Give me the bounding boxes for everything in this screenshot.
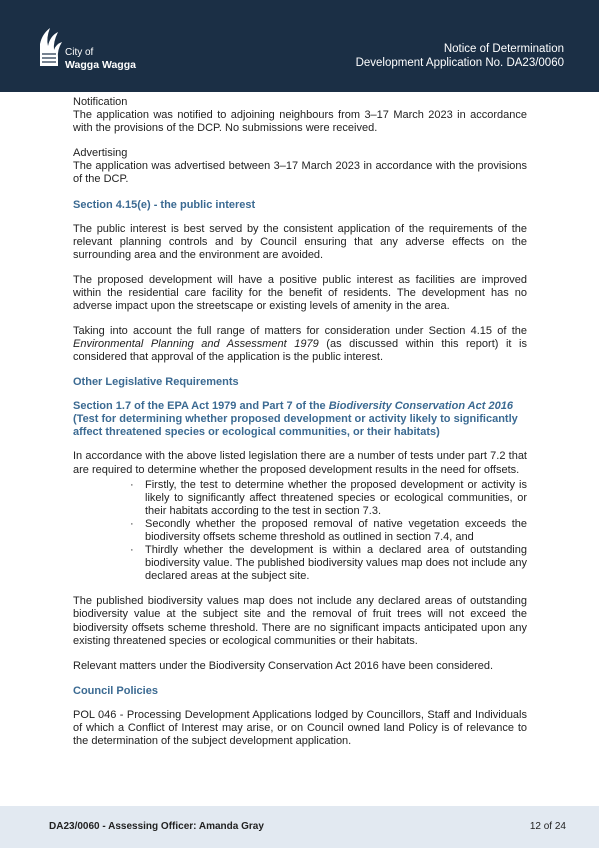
public-interest-paragraph-3 xyxy=(73,325,527,364)
document-title-line-2: Development Application No. DA23/0060 xyxy=(355,57,564,69)
logo-text xyxy=(65,47,136,71)
list-item xyxy=(130,478,527,518)
council-policies-heading: Council Policies xyxy=(73,684,158,697)
epa-section-heading xyxy=(73,400,527,439)
document-title-line-1: Notice of Determination xyxy=(443,43,564,55)
p3-before: Taking into account the full range of matters for consideration under Section 4.15 of the xyxy=(73,325,527,338)
logo-mark-icon xyxy=(36,26,64,70)
document-title xyxy=(356,42,564,70)
tests-list xyxy=(73,479,527,584)
logo-line-1: City of xyxy=(65,47,94,58)
advertising-text: The application was advertised between 3–17 March 2023 in accordance with the provisions of the DCP. xyxy=(73,160,527,186)
bullet-icon: · xyxy=(130,517,134,530)
list-item-text: Firstly, the test to determine whether the proposed development or activity is likely to significantly affect threatened species or ecological communities, or their habitats according to the test in section 7.3. xyxy=(145,478,527,517)
notification-text: The application was notified to adjoining neighbours from 3–17 March 2023 in accordance with the provisions of the DCP. No submissions were received. xyxy=(73,109,527,135)
page-footer xyxy=(0,806,599,848)
page-header xyxy=(0,0,599,92)
list-item-text: Secondly whether the proposed removal of native vegetation exceeds the biodiversity offsets scheme threshold as outlined in section 7.4, and xyxy=(145,517,527,543)
epa-intro: In accordance with the above listed legislation there are a number of tests under part 7.2 that are required to determine whether the proposed development results in the need for offsets. xyxy=(73,450,527,476)
epa-heading-after: (Test for determining whether proposed development or activity likely to significantly affect threatened species or ecological communities, or their habitats) xyxy=(73,413,518,439)
epa-heading-before: Section 1.7 of the EPA Act 1979 and Part 7 of the xyxy=(73,400,329,413)
advertising-block xyxy=(73,147,527,186)
public-interest-heading: Section 4.15(e) - the public interest xyxy=(73,198,256,211)
bullet-icon: · xyxy=(130,544,134,557)
other-legislative-heading: Other Legislative Requirements xyxy=(73,376,239,389)
page-number: 12 of 24 xyxy=(529,821,566,832)
advertising-label: Advertising xyxy=(73,147,128,160)
council-policies-text: POL 046 - Processing Development Applications lodged by Councillors, Staff and Individuals of which a Conflict of Interest may arise, or on Council owned land Policy is of relevance to the determination of the subject development application. xyxy=(73,708,527,747)
page-content xyxy=(73,96,527,760)
public-interest-paragraph-2: The proposed development will have a positive public interest as facilities are improved within the residential care facility for the benefit of residents. The development has no adverse impact upon the streetscape or existing levels of amenity in the area. xyxy=(73,273,527,313)
logo-line-2: Wagga Wagga xyxy=(65,59,136,71)
epa-heading-italic: Biodiversity Conservation Act 2016 xyxy=(328,400,513,413)
list-item xyxy=(130,544,527,583)
list-item xyxy=(130,517,527,544)
biodiversity-conclusion: Relevant matters under the Biodiversity Conservation Act 2016 have been considered. xyxy=(73,659,494,672)
council-logo xyxy=(36,26,146,74)
bullet-icon: · xyxy=(130,478,134,491)
notification-label: Notification xyxy=(73,96,128,108)
p3-after: (as discussed within this report) it is considered that approval of the application is the public interest. xyxy=(73,338,527,364)
public-interest-paragraph-1: The public interest is best served by the consistent application of the requirements of the relevant planning controls and by Council ensuring that any adverse effects on the surrounding area and the environment are avoided. xyxy=(73,222,527,261)
footer-officer: DA23/0060 - Assessing Officer: Amanda Gray xyxy=(49,821,264,832)
notification-block xyxy=(73,96,527,135)
p3-act-title: Environmental Planning and Assessment 1979 xyxy=(73,338,319,351)
list-item-text: Thirdly whether the development is within a declared area of outstanding biodiversity value. The published biodiversity values map does not include any declared areas at the subject site. xyxy=(145,544,527,583)
biodiversity-map-paragraph: The published biodiversity values map does not include any declared areas of outstanding biodiversity value at the subject site and the removal of fruit trees will not exceed the biodiversity offsets scheme threshold. There are no significant impacts anticipated upon any existing threatened species or ecological communities or their habitats. xyxy=(73,595,527,647)
